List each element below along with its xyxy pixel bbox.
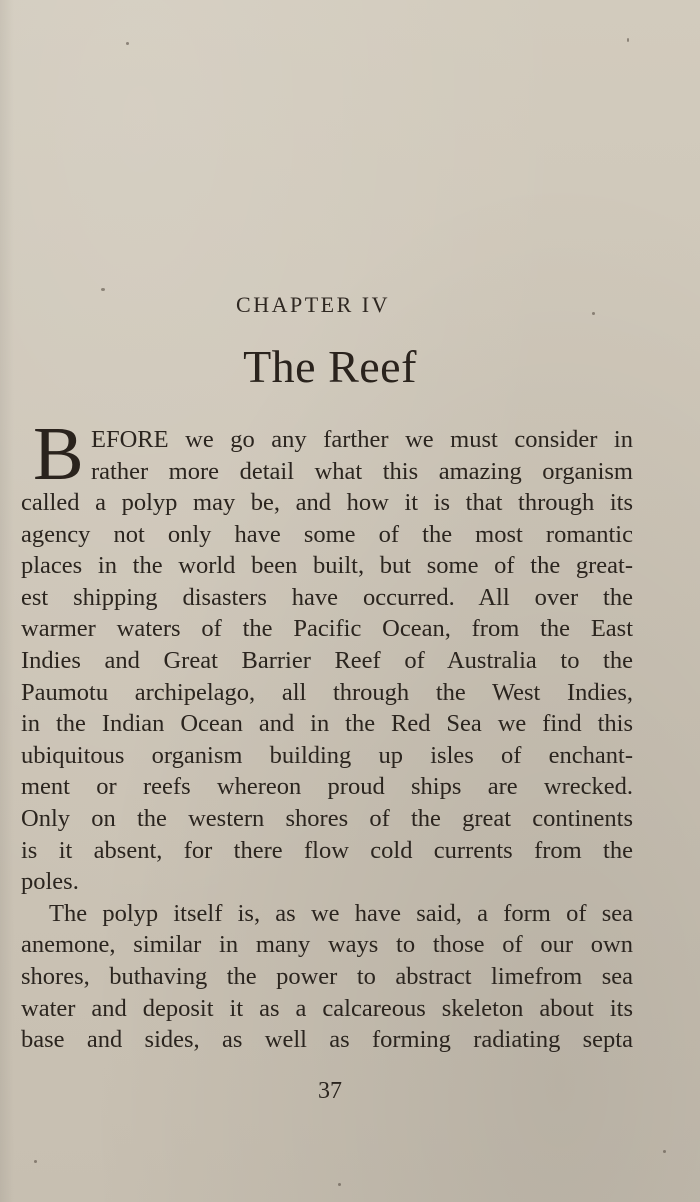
text-line: is it absent, for there flow cold currents from the	[21, 836, 633, 864]
text-line: shores, buthaving the power to abstract limefrom sea	[21, 962, 633, 990]
body-text	[21, 487, 633, 1056]
paper-speck	[592, 312, 595, 315]
text-line: rather more detail what this amazing organism	[91, 457, 633, 485]
text-line: anemone, similar in many ways to those of our own	[21, 931, 633, 959]
text-line: Only on the western shores of the great continents	[21, 804, 633, 832]
first-lines	[91, 424, 633, 487]
paper-speck	[101, 288, 105, 291]
text-line: Paumotu archipelago, all through the West Indies,	[21, 678, 633, 706]
text-line: The polyp itself is, as we have said, a form of sea	[49, 899, 633, 927]
text-line: base and sides, as well as forming radiating septa	[21, 1026, 633, 1054]
page-edge-shadow	[0, 0, 14, 1202]
text-line: Indies and Great Barrier Reef of Australia to the	[21, 646, 633, 674]
chapter-title: The Reef	[243, 341, 417, 392]
text-line: called a polyp may be, and how it is that through its	[21, 489, 633, 516]
text-line: in the Indian Ocean and in the Red Sea we find this	[21, 710, 633, 738]
text-line: poles.	[21, 868, 79, 896]
text-line: EFORE we go any farther we must consider in	[91, 426, 633, 453]
text-line: agency not only have some of the most romantic	[21, 520, 633, 548]
chapter-label: CHAPTER IV	[236, 292, 390, 317]
text-line: est shipping disasters have occurred. All over the	[21, 583, 633, 611]
paper-speck	[34, 1160, 37, 1163]
paper-speck	[663, 1150, 666, 1153]
drop-cap: B	[33, 412, 84, 496]
text-line: ment or reefs whereon proud ships are wrecked.	[21, 773, 633, 801]
paper-speck	[338, 1183, 341, 1186]
page-number: 37	[318, 1078, 342, 1104]
paper-speck	[126, 42, 129, 45]
text-line: warmer waters of the Pacific Ocean, from the East	[21, 615, 633, 643]
paper-speck	[627, 38, 629, 42]
text-line: water and deposit it as a calcareous skeleton about its	[21, 994, 633, 1022]
text-line: ubiquitous organism building up isles of enchant-	[21, 741, 633, 769]
text-line: places in the world been built, but some of the great-	[21, 552, 633, 580]
